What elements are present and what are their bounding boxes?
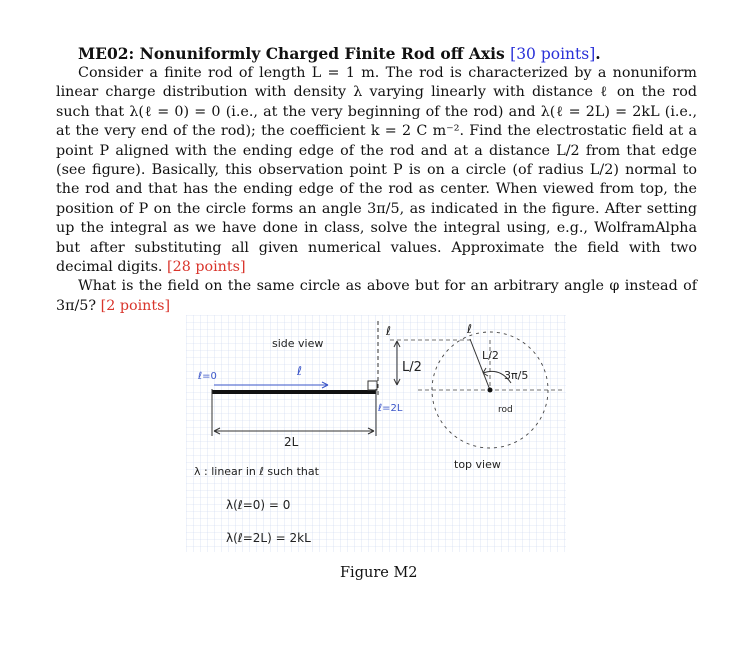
l-end-label: ℓ=2L	[378, 403, 403, 414]
rod-label: rod	[498, 405, 513, 415]
p-label-side: ℓ	[386, 324, 391, 338]
paragraph-2-points: [2 points]	[100, 297, 171, 314]
problem-title-text: ME02: Nonuniformly Charged Finite Rod off Axis	[78, 44, 505, 63]
l-half-top-label: L/2	[482, 349, 499, 362]
problem-paragraph-2	[56, 277, 697, 316]
note-line-1: λ : linear in ℓ such that	[194, 465, 319, 478]
problem-paragraph-1	[56, 64, 697, 277]
note-line-3: λ(ℓ=2L) = 2kL	[226, 531, 311, 545]
note-line-2: λ(ℓ=0) = 0	[226, 498, 291, 512]
problem-title: ME02: Nonuniformly Charged Finite Rod off Axis [30 points].	[78, 44, 601, 63]
paragraph-2-text: What is the field on the same circle as above but for an arbitrary angle φ instead of 3π/5?	[56, 278, 697, 314]
l-zero-label: ℓ=0	[198, 371, 217, 382]
paragraph-1-text: Consider a finite rod of length L = 1 m. The rod is characterized by a nonuniform linear charge distribution with density λ varying linearly with distance ℓ on the rod such that λ(ℓ = 0) = 0 (i.e., at the very beginning of the rod) and λ(ℓ = 2L) = 2kL (i.e., at the very end of the rod); the coefficient k = 2 C m⁻². Find the electrostatic field at a point P aligned with the ending edge of the rod and at a distance L/2 from that edge (see figure). Basically, this observation point P is on a circle (of radius L/2) normal to the rod and that has the ending edge of the rod as center. When viewed from top, the position of P on the circle forms an angle 3π/5, as indicated in the figure. After setting up the integral as we have done in class, solve the integral using, e.g., WolframAlpha but after substituting all given numerical values. Approximate the field with two decimal digits.	[56, 65, 697, 276]
l-half-label: L/2	[402, 360, 422, 375]
angle-label: 3π/5	[504, 369, 529, 382]
two-l-label: 2L	[284, 435, 299, 449]
problem-statement	[56, 44, 697, 316]
paragraph-1-points: [28 points]	[167, 259, 246, 276]
l-label: ℓ	[297, 364, 302, 378]
figure-m2	[186, 315, 566, 552]
side-view-label: side view	[272, 337, 324, 350]
rod-cross-section	[488, 388, 493, 393]
top-view-label: top view	[454, 458, 501, 471]
p-label-top: ℓ	[467, 322, 472, 336]
problem-title-points: [30 points]	[510, 45, 596, 63]
figure-caption: Figure M2	[340, 565, 418, 581]
